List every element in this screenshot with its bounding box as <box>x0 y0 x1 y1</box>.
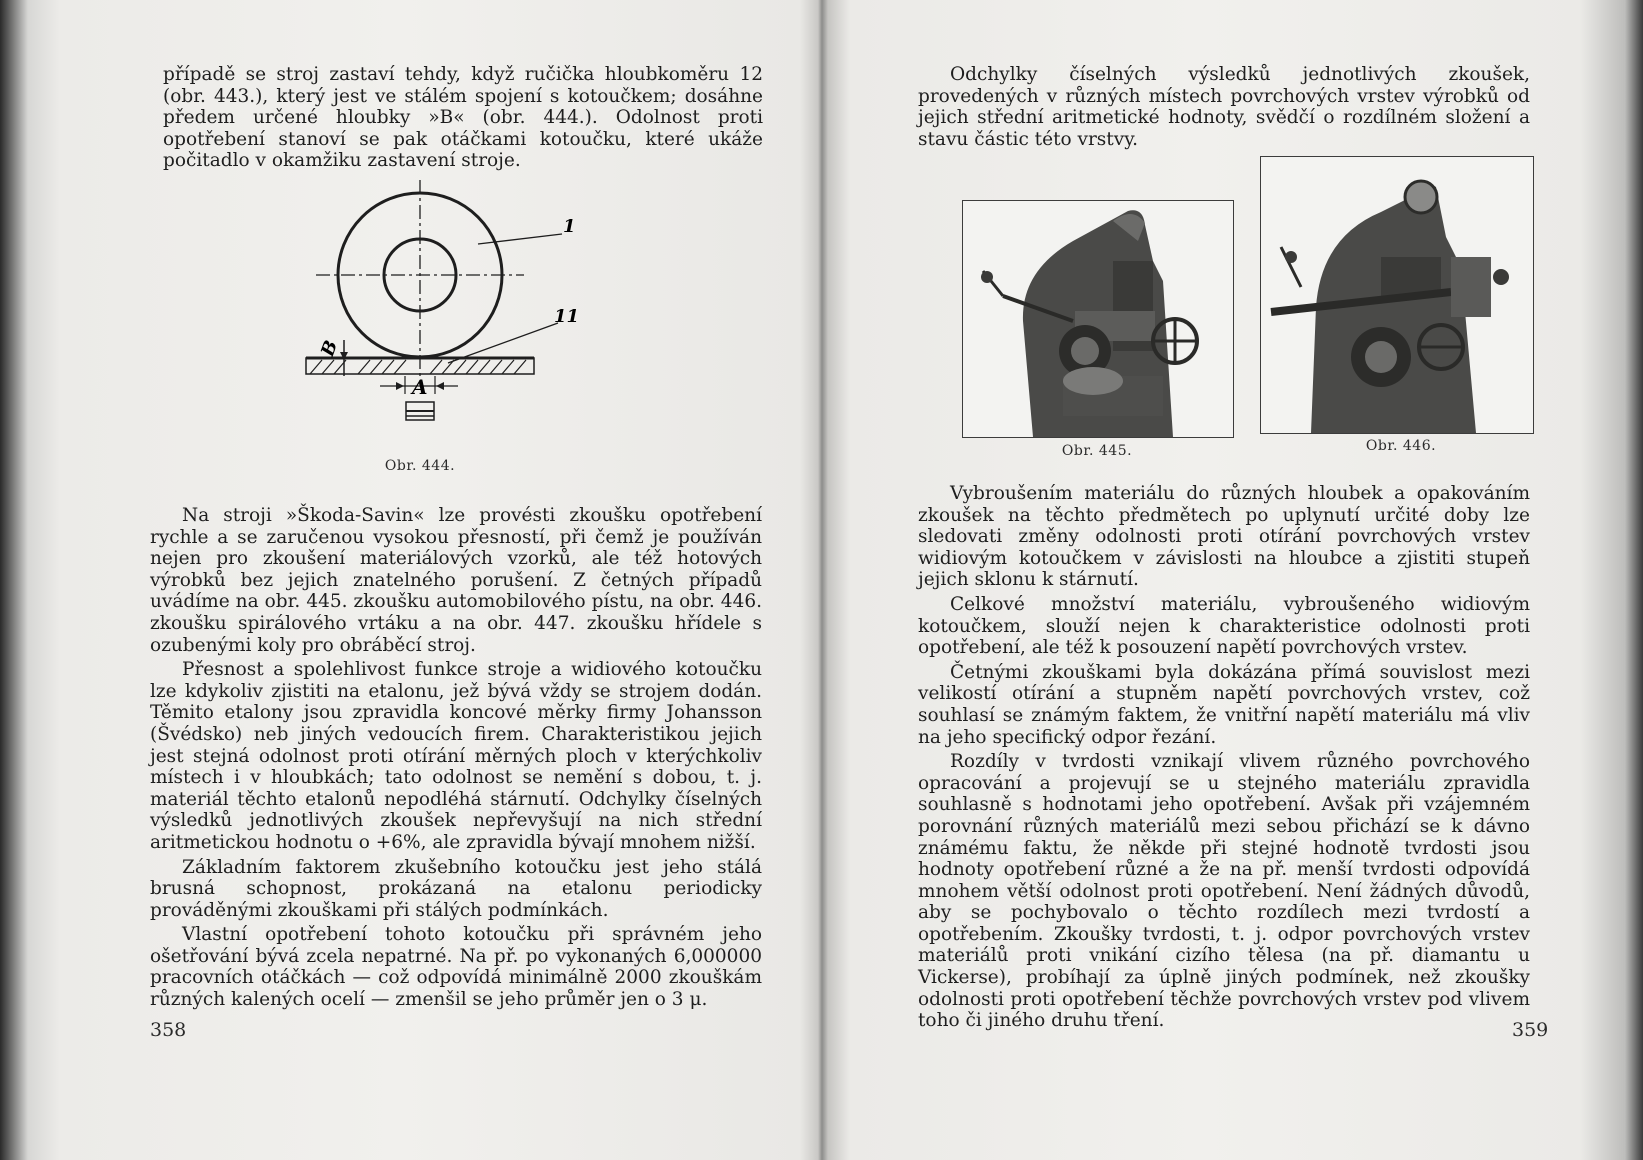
right-page-number: 359 <box>1512 1019 1549 1041</box>
right-paragraph: Rozdíly v tvrdosti vznikají vlivem různého povrchového opracování a projevují se u stejného materiálu zpravidla souhlasně s hodnotami jeho opotřebení. Avšak při vzájemném porovnání různých materiálů mezi sebou přichází se k dávno známému faktu, že někde při stejné hodnotě tvrdosti jsou hodnoty opotřebení různé a že na př. menší tvrdosti odpovídá mnohem větší odolnost proti opotřebení. Není žádných důvodů, aby se pochybovalo o těchto rozdílech mezi tvrdostí a opotřebením. Zkoušky tvrdosti, t. j. odpor povrchových vrstev materiálů proti vnikání cizího tělesa (na př. diamantu u Vickerse), probíhají za úplně jiných podmínek, než zkoušky odolnosti proti opotřebení těchže povrchových vrstev pod vlivem toho či jiného druhu tření. <box>918 751 1530 1032</box>
right-paragraph: Vybroušením materiálu do různých hloubek a opakováním zkoušek na těchto předmětech po uplynutí určité doby lze sledovati změny odolnosti proti otírání povrchových vrstev widiovým kotoučkem v závislosti na hloubce a zjistiti stupeň jejich sklonu k stárnutí. <box>918 483 1530 591</box>
specimen-hatching <box>310 360 526 374</box>
machine-photo-446 <box>1261 157 1533 433</box>
right-paragraph: Četnými zkouškami byla dokázána přímá souvislost mezi velikostí otírání a stupněm napětí povrchových vrstev, což souhlasí se známým faktem, že vnitřní napětí materiálu má vliv na jeho specifický odpor řezání. <box>918 661 1530 748</box>
dimension-arrow-left <box>396 382 404 390</box>
label-11: 11 <box>554 306 580 327</box>
left-paragraph: Vlastní opotřebení tohoto kotoučku při správném jeho ošetřování bývá zcela nepatrné. Na př. po vykonaných 6,000000 pracovních otáčkách — což odpovídá minimálně 2000 zkouškám různých kalených ocelí — zmenšil se jeho průměr jen o 3 μ. <box>150 924 762 1011</box>
label-A: A <box>412 375 428 399</box>
photo-445 <box>962 200 1234 438</box>
left-paragraph: Na stroji »Škoda-Savin« lze provésti zkoušku opotřebení rychle a se zaručenou vysokou přesností, při čemž je používán nejen pro zkoušení materiálových vzorků, ale též hotových výrobků bez jejich znatelného porušení. Z četných případů uvádíme na obr. 445. zkoušku automobilového pístu, na obr. 446. zkoušku spirálového vrtáku a na obr. 447. zkoušku hřídele s ozubenými koly pro obráběcí stroj. <box>150 505 762 656</box>
left-intro-text <box>163 64 763 172</box>
right-intro-text <box>918 64 1530 150</box>
dimension-arrow-right <box>436 382 444 390</box>
photo-446 <box>1260 156 1534 434</box>
left-paragraph: Základním faktorem zkušebního kotoučku jest jeho stálá brusná schopnost, prokázaná na etalonu periodicky prováděnými zkouškami při stálých podmínkách. <box>150 856 762 921</box>
figure-444-caption: Obr. 444. <box>384 458 456 474</box>
figure-446-caption: Obr. 446. <box>1365 438 1437 454</box>
label-1: 1 <box>563 216 576 237</box>
machine-photo-445 <box>963 201 1233 437</box>
right-paragraph: Celkové množství materiálu, vybroušeného widiovým kotoučkem, slouží nejen k charakteristice odolnosti proti opotřebení, ale též k posouzení napětí povrchových vrstev. <box>918 593 1530 659</box>
left-page <box>0 0 820 1160</box>
right-page <box>822 0 1643 1160</box>
left-paragraph: Přesnost a spolehlivost funkce stroje a widiového kotoučku lze kdykoliv zjistiti na etalonu, jež bývá vždy se strojem dodán. Těmito etalony jsou zpravidla koncové měrky firmy Johansson (Švédsko) neb jiných vedoucích firem. Charakteristikou jejich jest stejná odolnost proti otírání měrných ploch v kterýchkoliv místech i v hloubkách; tato odolnost se nemění s dobou, t. j. materiál těchto etalonů nepodléhá stárnutí. Odchylky číselných výsledků jednotlivých zkoušek nepřevyšují na nich střední aritmetickou hodnotu o +6%, ale zpravidla bývají mnohem nižší. <box>150 659 762 853</box>
left-intro-paragraph: případě se stroj zastaví tehdy, když ručička hloubkoměru 12 (obr. 443.), který jest ve stálém spojení s kotoučkem; dosáhne předem určené hloubky »B« (obr. 444.). Odolnost proti opotřebení stanoví se pak otáčkami kotoučku, které ukáže počitadlo v okamžiku zastavení stroje. <box>163 64 763 172</box>
right-body-text <box>918 483 1530 1032</box>
figure-444-diagram <box>300 180 580 440</box>
left-page-number: 358 <box>150 1019 187 1041</box>
left-body-text <box>150 505 762 1011</box>
label-B: B <box>317 337 343 360</box>
right-intro-paragraph: Odchylky číselných výsledků jednotlivých zkoušek, provedených v různých místech povrchových vrstev výrobků od jejich střední aritmetické hodnoty, svědčí o rozdílném složení a stavu částic této vrstvy. <box>918 64 1530 150</box>
figure-445-caption: Obr. 445. <box>1061 443 1133 459</box>
